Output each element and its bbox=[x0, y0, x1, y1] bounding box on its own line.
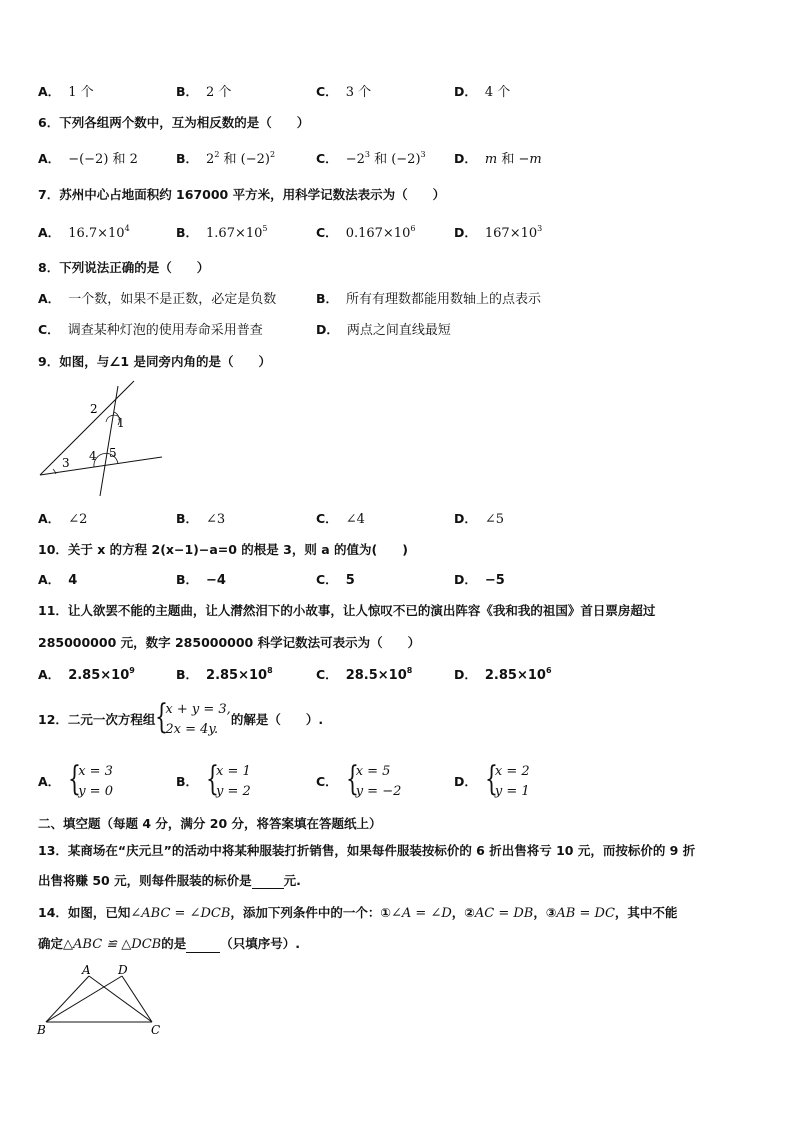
q11-stem-line2: 285000000 元，数字 285000000 科学记数法可表示为（ ） bbox=[38, 635, 421, 650]
option-text: 2 个 bbox=[206, 85, 232, 100]
segment-bd bbox=[46, 976, 122, 1022]
condition-2: AC = DB bbox=[474, 906, 534, 921]
option-label: D． bbox=[454, 572, 477, 587]
base-line bbox=[40, 457, 162, 475]
exponent: 3 bbox=[364, 150, 370, 159]
option-label: C． bbox=[316, 511, 338, 526]
exponent: 6 bbox=[545, 666, 552, 675]
answer-blank bbox=[186, 939, 220, 953]
condition-3: AB = DC bbox=[556, 906, 615, 921]
option-label: C． bbox=[316, 774, 338, 789]
exponent: 8 bbox=[406, 666, 413, 675]
equation-system bbox=[155, 697, 231, 741]
solution-system bbox=[206, 759, 251, 803]
q12-stem bbox=[38, 697, 324, 740]
q13-line1: 13．某商场在“庆元旦”的活动中将某种服装打折销售，如果每件服装按标价的 6 折出售将亏 10 元，而按标价的 9 折 bbox=[38, 843, 696, 858]
q11-stem-line1: 11．让人欲罢不能的主题曲，让人潸然泪下的小故事，让人惊叹不已的演出阵容《我和我的祖国》首日票房超过 bbox=[38, 603, 656, 618]
q8-option-c bbox=[38, 322, 263, 339]
option-label: D． bbox=[316, 322, 339, 337]
option-text: −(−2) 和 2 bbox=[68, 152, 138, 167]
option-text: 4 bbox=[68, 573, 78, 588]
q10-stem: 10．关于 x 的方程 2(x−1)−a=0 的根是 3，则 a 的值为( ) bbox=[38, 542, 408, 557]
q11-option-a bbox=[38, 667, 135, 684]
option-label: B． bbox=[176, 774, 199, 789]
label-4: 4 bbox=[89, 449, 97, 463]
q10-option-c bbox=[316, 572, 355, 589]
q12-option-d bbox=[454, 759, 530, 803]
exponent: 9 bbox=[129, 666, 135, 675]
option-label: B． bbox=[176, 225, 199, 240]
q14-line1-post: ，其中不能 bbox=[614, 905, 678, 920]
mantissa: 167×10 bbox=[484, 226, 538, 241]
brace: { bbox=[484, 759, 498, 800]
option-label: C． bbox=[316, 151, 338, 166]
connector: 和 bbox=[369, 152, 392, 167]
segment-dc bbox=[122, 976, 152, 1022]
option-text: ∠2 bbox=[68, 512, 88, 527]
q9-option-d bbox=[454, 511, 504, 528]
brace: { bbox=[68, 759, 82, 800]
option-label: C． bbox=[316, 667, 338, 682]
q13-line2-post: 元. bbox=[283, 873, 301, 888]
option-text: 3 个 bbox=[345, 85, 372, 100]
label-5: 5 bbox=[109, 446, 117, 460]
q5-option-a bbox=[38, 84, 94, 101]
option-text: ∠3 bbox=[206, 512, 226, 527]
q7-option-c bbox=[316, 225, 415, 242]
label-3: 3 bbox=[62, 456, 70, 470]
q14-line2-pre: 确定 bbox=[38, 936, 64, 951]
variable: −m bbox=[518, 152, 542, 167]
solution-y: y = 2 bbox=[216, 784, 251, 800]
connector: 和 bbox=[497, 152, 519, 167]
solution-system bbox=[484, 759, 530, 803]
option-text: 所有有理数都能用数轴上的点表示 bbox=[346, 292, 542, 307]
mantissa: 0.167×10 bbox=[345, 226, 411, 241]
equation-1: x + y = 3, bbox=[165, 702, 231, 718]
exponent: 3 bbox=[537, 224, 543, 233]
q9-figure bbox=[36, 378, 166, 500]
q9-option-c bbox=[316, 511, 365, 528]
option-text: 4 个 bbox=[484, 85, 511, 100]
q14-line1-pre: 14．如图，已知 bbox=[38, 905, 131, 920]
option-text: −5 bbox=[484, 573, 505, 588]
condition-1: ∠A = ∠D bbox=[391, 906, 452, 921]
option-label: A． bbox=[38, 84, 61, 99]
q8-stem: 8．下列说法正确的是（ ） bbox=[38, 260, 210, 275]
connector: 和 bbox=[219, 152, 241, 167]
q12-option-c bbox=[316, 759, 402, 803]
q7-stem: 7．苏州中心占地面积约 167000 平方米，用科学记数法表示为（ ） bbox=[38, 187, 446, 202]
q5-option-c bbox=[316, 84, 371, 101]
q9-option-a bbox=[38, 511, 87, 528]
q5-option-b bbox=[176, 84, 231, 101]
solution-x: x = 5 bbox=[355, 764, 391, 780]
transversal-line-b bbox=[100, 386, 118, 496]
q6-option-c bbox=[316, 151, 426, 168]
option-label: A． bbox=[38, 291, 61, 306]
option-label: B． bbox=[176, 84, 199, 99]
option-label: A． bbox=[38, 667, 61, 682]
base: −2 bbox=[345, 152, 365, 167]
option-text: 调查某种灯泡的使用寿命采用普查 bbox=[67, 323, 263, 338]
q7-option-b bbox=[176, 225, 268, 242]
exponent: 5 bbox=[262, 224, 268, 233]
q5-option-d bbox=[454, 84, 510, 101]
separator: ，③ bbox=[533, 905, 557, 920]
q6-stem: 6．下列各组两个数中，互为相反数的是（ ） bbox=[38, 115, 310, 130]
q8-option-d bbox=[316, 322, 451, 339]
option-text: 一个数，如果不是正数，必定是负数 bbox=[68, 292, 277, 307]
mantissa: 2.85×10 bbox=[206, 668, 268, 683]
solution-x: x = 3 bbox=[78, 764, 113, 780]
q14-line2-mid: 的是 bbox=[161, 936, 187, 951]
q8-option-b bbox=[316, 291, 541, 308]
answer-blank bbox=[252, 875, 284, 889]
segment-ab bbox=[46, 976, 89, 1022]
q11-option-b bbox=[176, 667, 273, 684]
solution-x: x = 1 bbox=[216, 764, 251, 780]
q10-option-a bbox=[38, 572, 77, 589]
q6-option-d bbox=[454, 151, 542, 168]
option-label: C． bbox=[316, 572, 338, 587]
mantissa: 1.67×10 bbox=[206, 226, 263, 241]
mantissa: 2.85×10 bbox=[68, 668, 130, 683]
brace: { bbox=[206, 759, 220, 800]
mantissa: 2.85×10 bbox=[484, 668, 546, 683]
q12-option-b bbox=[176, 759, 251, 803]
option-label: C． bbox=[316, 84, 338, 99]
solution-y: y = 0 bbox=[78, 784, 113, 800]
q13-line2 bbox=[38, 873, 301, 889]
q13-line2-pre: 出售将赚 50 元，则每件服装的标价是 bbox=[38, 873, 252, 888]
option-text: −4 bbox=[206, 573, 226, 588]
option-label: D． bbox=[454, 225, 477, 240]
q7-option-a bbox=[38, 225, 130, 242]
solution-x: x = 2 bbox=[494, 764, 530, 780]
exponent: 2 bbox=[214, 150, 220, 159]
option-label: B． bbox=[176, 151, 199, 166]
option-label: A． bbox=[38, 572, 61, 587]
option-label: D． bbox=[454, 511, 477, 526]
q10-option-b bbox=[176, 572, 226, 589]
option-label: B． bbox=[176, 667, 199, 682]
given-condition: ∠ABC = ∠DCB bbox=[130, 906, 231, 921]
solution-system bbox=[68, 759, 113, 803]
option-text: 1 个 bbox=[68, 85, 94, 100]
option-label: A． bbox=[38, 151, 61, 166]
label-d: D bbox=[118, 963, 128, 977]
q12-stem-pre: 12．二元一次方程组 bbox=[38, 712, 156, 727]
q12-option-a bbox=[38, 759, 113, 803]
q14-line2-post: （只填序号）. bbox=[220, 936, 300, 951]
option-label: B． bbox=[176, 572, 199, 587]
option-label: D． bbox=[454, 84, 477, 99]
label-2: 2 bbox=[90, 402, 98, 416]
option-text: 5 bbox=[345, 573, 355, 588]
solution-y: y = −2 bbox=[355, 784, 402, 800]
q11-option-c bbox=[316, 667, 412, 684]
label-b: B bbox=[37, 1023, 46, 1037]
variable: m bbox=[484, 152, 498, 167]
option-label: A． bbox=[38, 225, 61, 240]
base: (−2) bbox=[240, 152, 270, 167]
option-text: ∠4 bbox=[345, 512, 365, 527]
exponent: 4 bbox=[124, 224, 130, 233]
option-label: D． bbox=[454, 774, 477, 789]
q10-option-d bbox=[454, 572, 505, 589]
option-label: D． bbox=[454, 151, 477, 166]
mantissa: 16.7×10 bbox=[68, 226, 125, 241]
q7-option-d bbox=[454, 225, 542, 242]
q6-option-a bbox=[38, 151, 138, 168]
option-label: C． bbox=[38, 322, 60, 337]
brace: { bbox=[345, 759, 359, 800]
option-label: A． bbox=[38, 511, 61, 526]
exponent: 2 bbox=[269, 150, 276, 159]
label-c: C bbox=[151, 1023, 161, 1037]
label-1: 1 bbox=[117, 416, 125, 430]
segment-ac bbox=[89, 976, 152, 1022]
congruence-statement: △ABC ≌ △DCB bbox=[63, 937, 162, 952]
q11-option-d bbox=[454, 667, 552, 684]
solution-system bbox=[345, 759, 402, 803]
section-heading: 二、填空题（每题 4 分，满分 20 分，将答案填在答题纸上） bbox=[38, 816, 382, 831]
option-label: B． bbox=[316, 291, 339, 306]
q9-option-b bbox=[176, 511, 225, 528]
separator: ，② bbox=[451, 905, 475, 920]
exponent: 3 bbox=[420, 150, 426, 159]
q14-figure bbox=[34, 960, 174, 1040]
option-label: B． bbox=[176, 511, 199, 526]
q9-stem: 9．如图，与∠1 是同旁内角的是（ ） bbox=[38, 354, 271, 369]
q12-stem-post: 的解是（ ）. bbox=[230, 712, 324, 727]
option-label: A． bbox=[38, 774, 61, 789]
option-text: 两点之间直线最短 bbox=[346, 323, 451, 338]
brace: { bbox=[155, 697, 169, 738]
base: (−2) bbox=[391, 152, 421, 167]
label-a: A bbox=[82, 963, 91, 977]
exponent: 8 bbox=[267, 666, 273, 675]
option-label: C． bbox=[316, 225, 338, 240]
q14-line1-mid: ，添加下列条件中的一个：① bbox=[230, 905, 391, 920]
equation-2: 2x = 4y. bbox=[165, 722, 219, 738]
q6-option-b bbox=[176, 151, 275, 168]
option-label: D． bbox=[454, 667, 477, 682]
option-text: ∠5 bbox=[484, 512, 505, 527]
exponent: 6 bbox=[410, 224, 416, 233]
q14-line2 bbox=[38, 936, 300, 953]
solution-y: y = 1 bbox=[494, 784, 530, 800]
q14-line1 bbox=[38, 905, 677, 922]
q8-option-a bbox=[38, 291, 276, 308]
mantissa: 28.5×10 bbox=[345, 668, 407, 683]
base: 2 bbox=[206, 152, 215, 167]
